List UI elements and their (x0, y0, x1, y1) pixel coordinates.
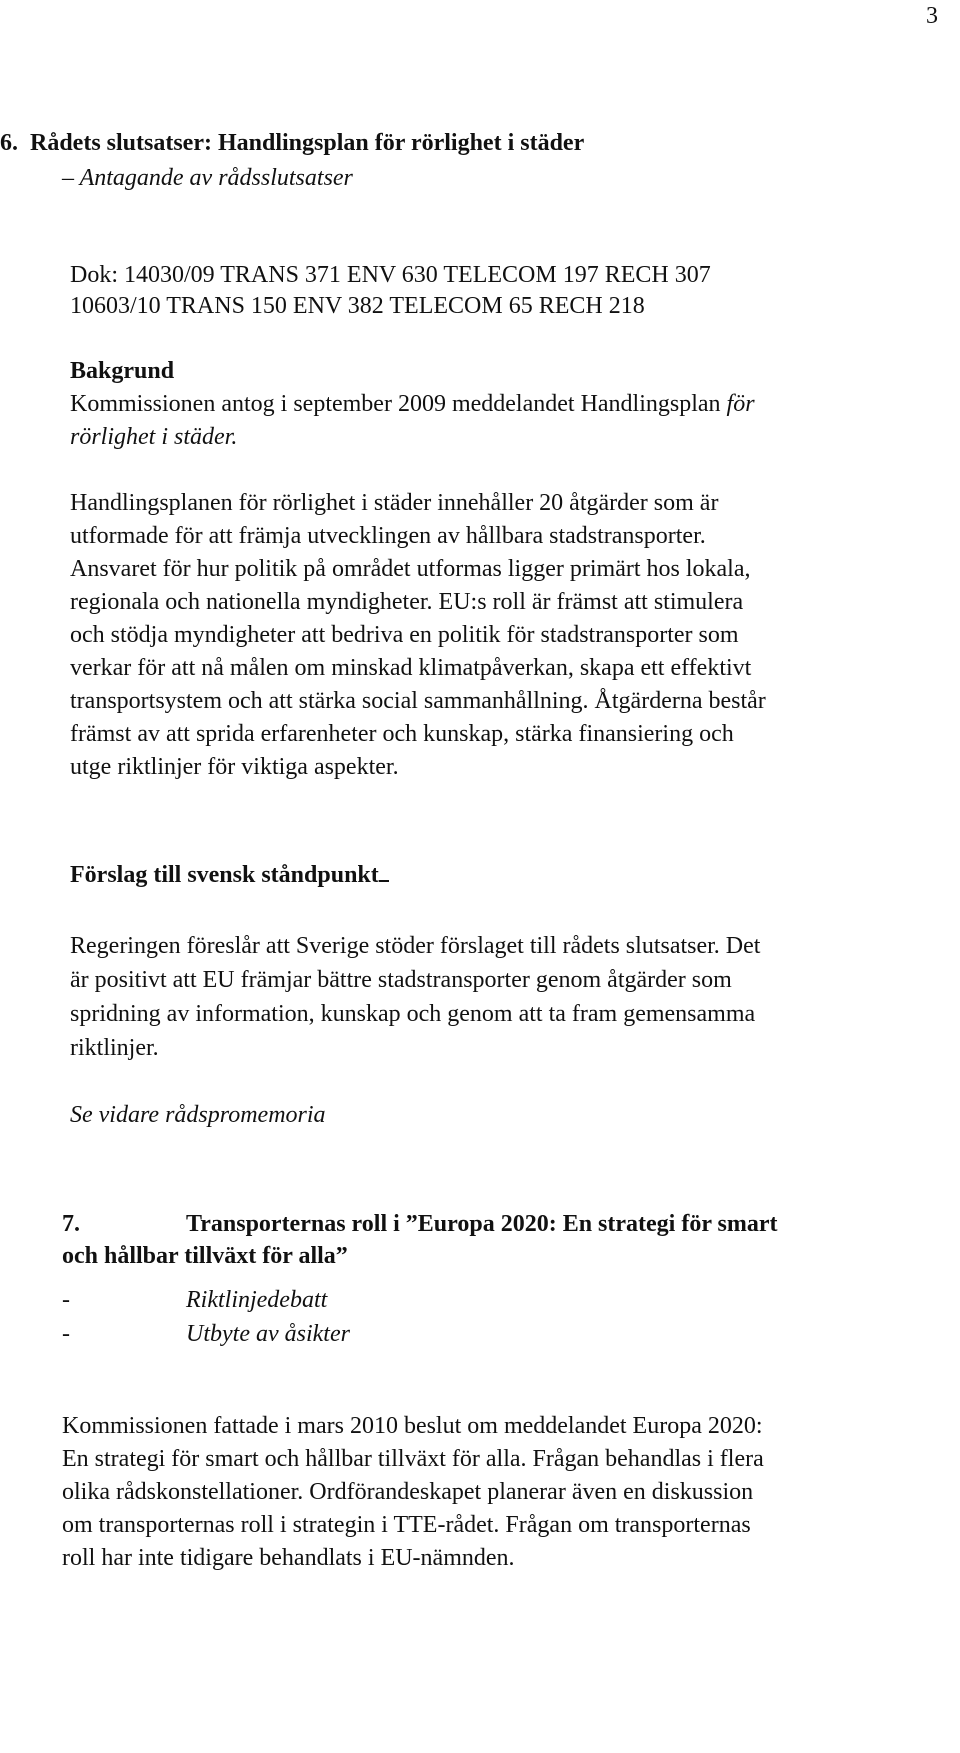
para1-line: utge riktlinjer för viktiga aspekter. (70, 754, 399, 780)
para2-line: spridning av information, kunskap och genom att ta fram gemensamma (70, 1001, 756, 1027)
para1-line: regionala och nationella myndigheter. EU:s roll är främst att stimulera (70, 589, 744, 615)
background-line2: rörlighet i städer. (70, 424, 238, 450)
para2-line: riktlinjer. (70, 1035, 159, 1061)
para2-line: är positivt att EU främjar bättre stadstransporter genom åtgärder som (70, 967, 732, 993)
bullet-dash: - (62, 1287, 70, 1313)
para1-line: och stödja myndigheter att bedriva en politik för stadstransporter som (70, 622, 739, 648)
item6-dok-line2: 10603/10 TRANS 150 ENV 382 TELECOM 65 RECH 218 (70, 293, 645, 319)
bullet-text: Riktlinjedebatt (186, 1287, 328, 1313)
item6-dok-line1: Dok: 14030/09 TRANS 371 ENV 630 TELECOM 197 RECH 307 (70, 262, 711, 288)
item7-para-line: om transporternas roll i strategin i TTE-rådet. Frågan om transporternas (62, 1512, 751, 1538)
para1-line: Handlingsplanen för rörlighet i städer innehåller 20 åtgärder som är (70, 490, 719, 516)
item6-title: Rådets slutsatser: Handlingsplan för rörlighet i städer (30, 130, 585, 156)
position-heading-text: Förslag till svensk ståndpunkt (70, 862, 379, 888)
background-line1-italic: för (726, 391, 755, 417)
item7-title-line1: Transporternas roll i ”Europa 2020: En strategi för smart (186, 1211, 778, 1237)
item7-para-line: roll har inte tidigare behandlats i EU-nämnden. (62, 1545, 515, 1571)
para1-line: transportsystem och att stärka social sammanhållning. Åtgärderna består (70, 688, 766, 714)
position-heading (70, 857, 389, 893)
page-number: 3 (926, 3, 938, 29)
para1-line: främst av att sprida erfarenheter och kunskap, stärka finansiering och (70, 721, 734, 747)
background-line1 (70, 386, 755, 422)
para2-line: Regeringen föreslår att Sverige stöder förslaget till rådets slutsatser. Det (70, 933, 761, 959)
item6-subtitle: – Antagande av rådsslutsatser (62, 165, 353, 191)
background-line1-text: Kommissionen antog i september 2009 meddelandet Handlingsplan (70, 391, 721, 417)
item7-para-line: olika rådskonstellationer. Ordförandeskapet planerar även en diskussion (62, 1479, 754, 1505)
item7-para-line: En strategi för smart och hållbar tillväxt för alla. Frågan behandlas i flera (62, 1446, 764, 1472)
item6-number: 6. (0, 130, 18, 156)
bullet-text: Utbyte av åsikter (186, 1321, 350, 1347)
item7-title-line2: och hållbar tillväxt för alla” (62, 1243, 348, 1269)
item7-para-line: Kommissionen fattade i mars 2010 beslut om meddelandet Europa 2020: (62, 1413, 763, 1439)
item7-number: 7. (62, 1211, 80, 1237)
background-heading: Bakgrund (70, 358, 175, 384)
see-more-link: Se vidare rådspromemoria (70, 1102, 326, 1128)
para1-line: utformade för att främja utvecklingen av hållbara stadstransporter. (70, 523, 706, 549)
heading-underscore (379, 858, 389, 882)
para1-line: verkar för att nå målen om minskad klimatpåverkan, skapa ett effektivt (70, 655, 752, 681)
bullet-dash: - (62, 1321, 70, 1347)
para1-line: Ansvaret för hur politik på området utformas ligger primärt hos lokala, (70, 556, 751, 582)
